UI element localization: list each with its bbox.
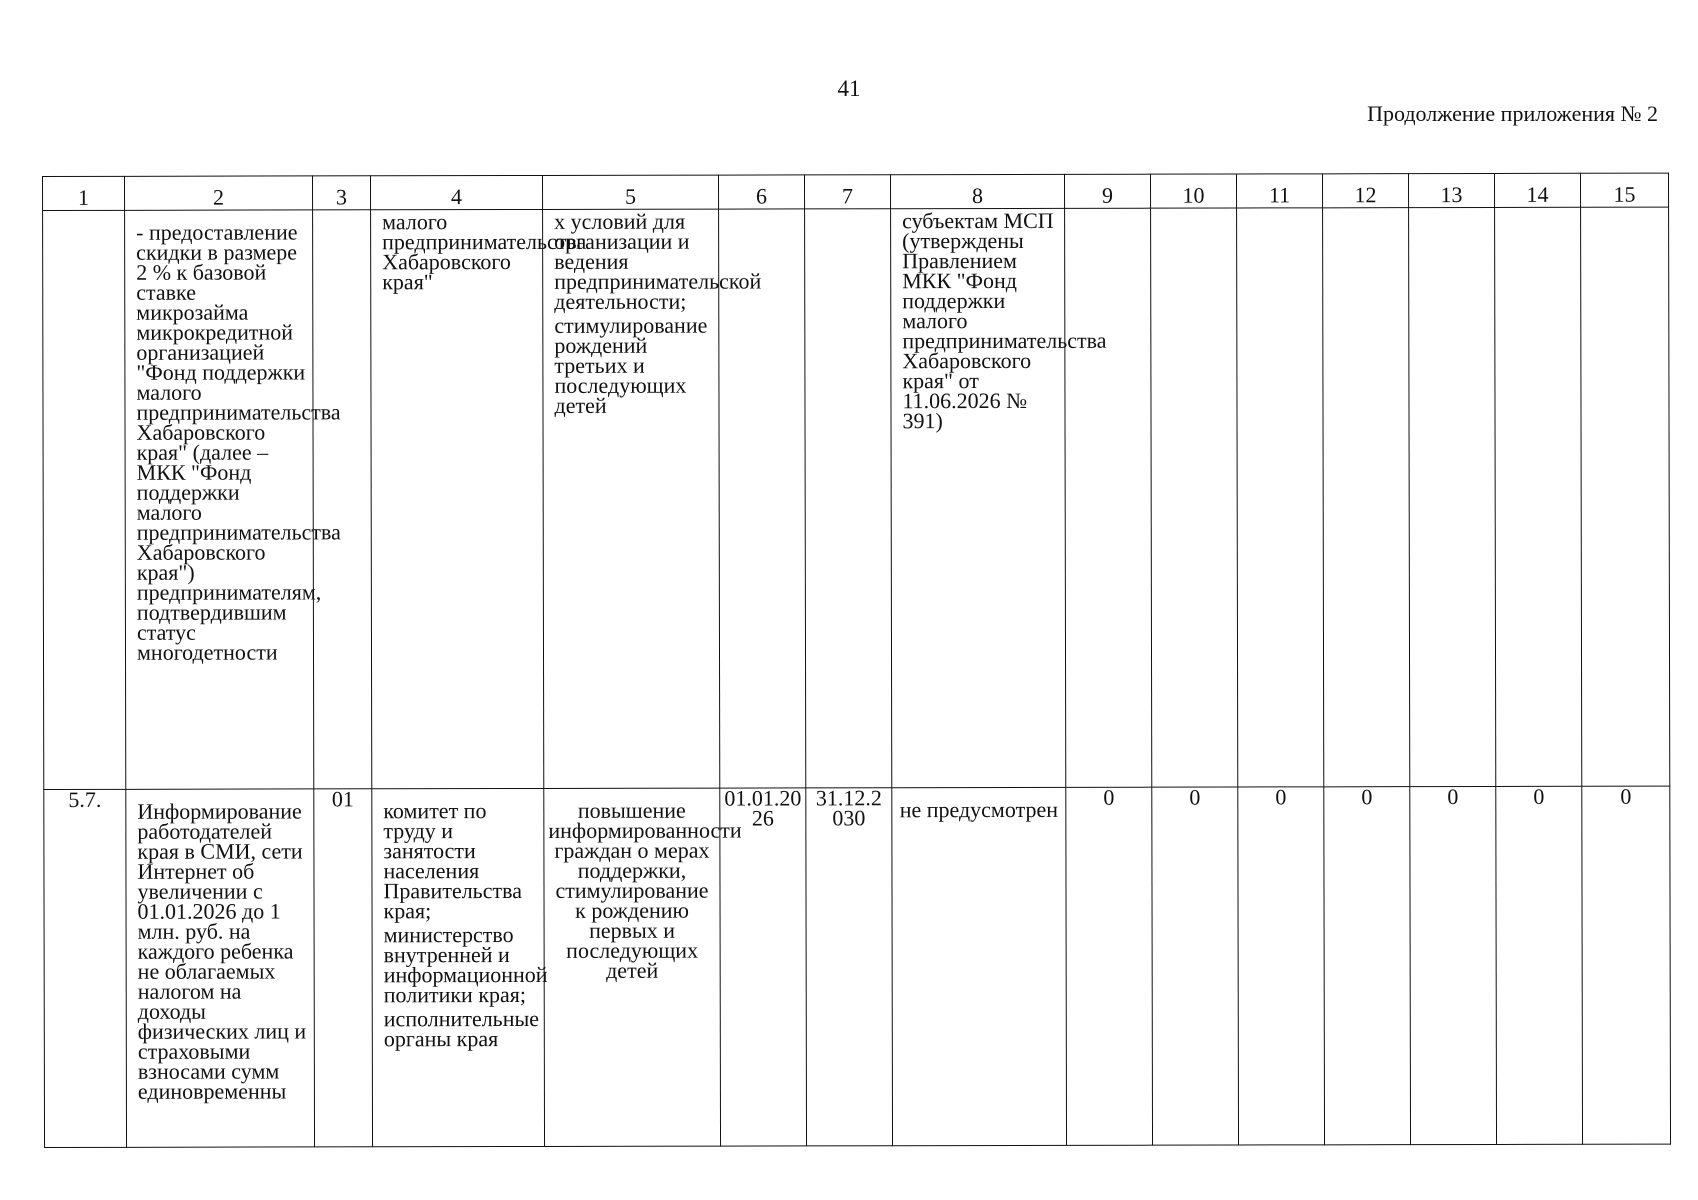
appendix-note: Продолжение приложения № 2 <box>1367 101 1658 126</box>
column-header: 2 <box>125 176 313 210</box>
column-header: 8 <box>890 174 1064 208</box>
table-cell: 0 <box>1238 787 1325 1145</box>
cell-text: субъектам МСП (утверждены Правлением МКК "Фонд поддержки малого предпринимательства Хабаровского края" от 11.06.2026 № 391) <box>902 207 1107 434</box>
table-cell <box>43 210 126 789</box>
column-header: 9 <box>1064 174 1150 208</box>
table-cell <box>892 787 1067 1145</box>
table-cell <box>371 209 587 788</box>
cell-paragraph: х условий для организации и ведения предпринимательской деятельности; <box>554 208 762 314</box>
program-table <box>42 173 1671 1148</box>
table-cell: 31.12.2030 <box>806 788 893 1146</box>
table-cell <box>1151 208 1238 787</box>
table-cell <box>313 210 372 789</box>
table-cell: 0 <box>1496 786 1583 1144</box>
table-cell: 0 <box>1152 787 1239 1145</box>
table-cell <box>891 207 1107 787</box>
table-cell: 01 <box>314 789 373 1147</box>
cell-paragraph: комитет по труду и занятости населения Правительства края; <box>383 798 522 924</box>
column-header: 13 <box>1408 173 1494 207</box>
cell-paragraph: стимулирование рождений третьих и последующих детей <box>554 312 708 418</box>
column-header: 7 <box>804 175 890 209</box>
column-header: 5 <box>542 175 718 209</box>
column-header: 4 <box>371 175 543 209</box>
table-cell <box>1495 207 1582 786</box>
table-cell: 0 <box>1066 787 1153 1145</box>
table-cell <box>372 788 548 1146</box>
column-header: 6 <box>718 175 804 209</box>
table-row <box>43 207 1670 789</box>
cell-text: не предусмотрен <box>899 796 1058 823</box>
table-cell <box>1323 208 1410 787</box>
table-cell <box>125 210 341 789</box>
column-header: 1 <box>43 176 125 210</box>
table-cell <box>805 209 892 788</box>
cell-text: повышение информированности граждан о мерах поддержки, стимулирование к рождению первых и последующих детей <box>548 797 742 983</box>
table-cell <box>1065 208 1152 787</box>
column-header: 3 <box>313 176 371 210</box>
cell-text: малого предпринимательства Хабаровского края" <box>382 209 587 295</box>
table-cell <box>1409 207 1496 786</box>
column-header: 15 <box>1580 173 1668 207</box>
table-cell <box>719 209 806 788</box>
column-header: 11 <box>1236 174 1322 208</box>
column-header: 12 <box>1322 174 1408 208</box>
table-cell: 01.01.2026 <box>720 788 807 1146</box>
table-cell: 0 <box>1324 787 1411 1145</box>
table-cell <box>1237 208 1324 787</box>
table-row <box>44 786 1671 1147</box>
column-header: 10 <box>1150 174 1236 208</box>
cell-text: - предоставление скидки в размере 2 % к базовой ставке микрозайма микрокредитной организацией "Фонд поддержки малого предпринимательства Хабаровского края" (далее – МКК "Фонд поддержки малого предпринимательства Хабаровского края") предпринимателям, подтвердившим статус многодетности <box>136 219 341 665</box>
cell-paragraph: министерство внутренней и информационной политики края; <box>383 922 548 1008</box>
cell-text: Информирование работодателей края в СМИ, сети Интернет об увеличении с 01.01.2026 до 1 млн. руб. на каждого ребенка не облагаемых налогом на доходы физических лиц и страховыми взносами сумм единовременны <box>137 798 307 1104</box>
table-cell: 0 <box>1410 786 1497 1144</box>
cell-paragraph: исполнительные органы края <box>383 1005 540 1052</box>
column-header: 14 <box>1494 173 1580 207</box>
table-cell <box>126 789 315 1147</box>
row-number: 5.7. <box>44 789 127 1147</box>
table-cell <box>544 788 742 1146</box>
page-number: 41 <box>837 76 861 101</box>
table-header-row <box>43 173 1669 210</box>
table-cell: 0 <box>1582 786 1671 1144</box>
table-cell <box>1581 207 1670 786</box>
table-cell <box>543 208 762 788</box>
